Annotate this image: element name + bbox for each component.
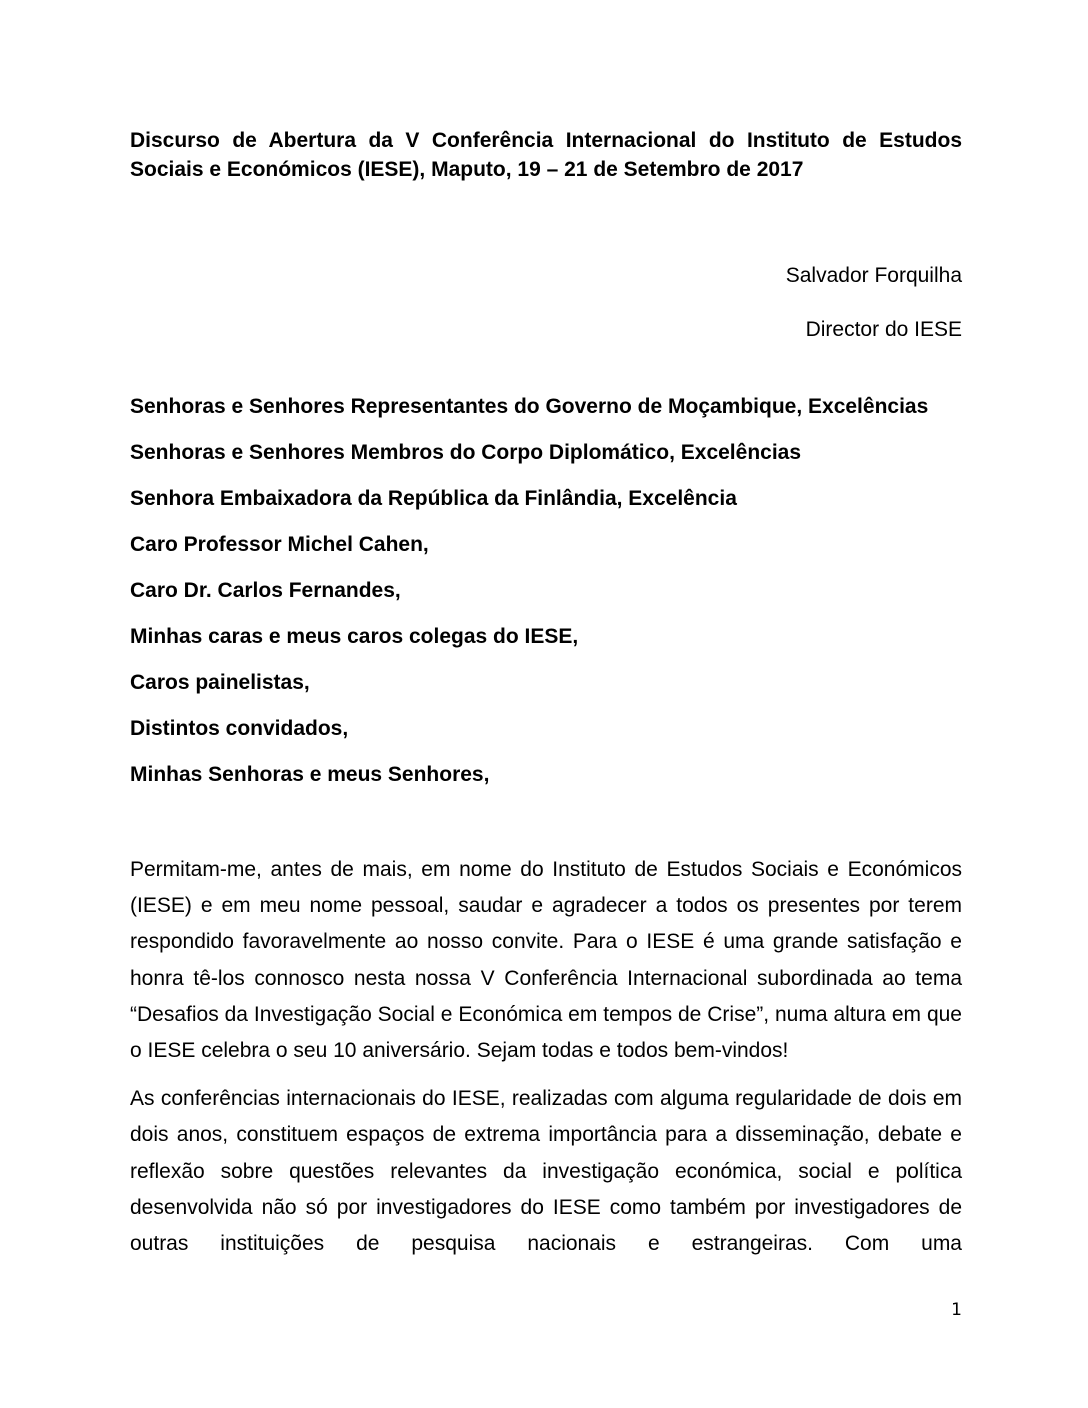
author-role: Director do IESE xyxy=(805,318,962,341)
salutation-line: Senhoras e Senhores Membros do Corpo Diplomático, Excelências xyxy=(130,441,802,464)
document-title: Discurso de Abertura da V Conferência Internacional do Instituto de Estudos Sociais e Económicos (IESE), Maputo, 19 – 21 de Setembro de 2017 xyxy=(130,129,962,181)
salutation-line: Senhoras e Senhores Representantes do Governo de Moçambique, Excelências xyxy=(130,395,929,418)
author-name: Salvador Forquilha xyxy=(785,264,962,287)
page-number: 1 xyxy=(951,1300,962,1320)
body-paragraph: As conferências internacionais do IESE, realizadas com alguma regularidade de dois em dois anos, constituem espaços de extrema importância para a disseminação, debate e reflexão sobre questões relevantes da investigação económica, social e política desenvolvida não só por investigadores do IESE como também por investigadores de outras instituições de pesquisa nacionais e estrangeiras. Com uma xyxy=(130,1087,962,1256)
salutation-line: Minhas Senhoras e meus Senhores, xyxy=(130,763,490,786)
salutation-line: Senhora Embaixadora da República da Finlândia, Excelência xyxy=(130,487,737,510)
salutations-list xyxy=(130,384,970,798)
body-paragraph: Permitam-me, antes de mais, em nome do Instituto de Estudos Sociais e Económicos (IESE) e em meu nome pessoal, saudar e agradecer a todos os presentes por terem respondido favoravelmente ao nosso convite. Para o IESE é uma grande satisfação e honra tê-los connosco nesta nossa V Conferência Internacional subordinada ao tema “Desafios da Investigação Social e Económica em tempos de Crise”, numa altura em que o IESE celebra o seu 10 aniversário. Sejam todas e todos bem-vindos! xyxy=(130,858,962,1063)
salutation-line: Caros painelistas, xyxy=(130,671,310,694)
salutation-line: Minhas caras e meus caros colegas do IESE, xyxy=(130,625,579,648)
salutation-line: Caro Professor Michel Cahen, xyxy=(130,533,429,556)
salutation-line: Caro Dr. Carlos Fernandes, xyxy=(130,579,401,602)
author-block xyxy=(786,249,962,357)
body-text xyxy=(130,852,962,1274)
salutation-line: Distintos convidados, xyxy=(130,717,349,740)
